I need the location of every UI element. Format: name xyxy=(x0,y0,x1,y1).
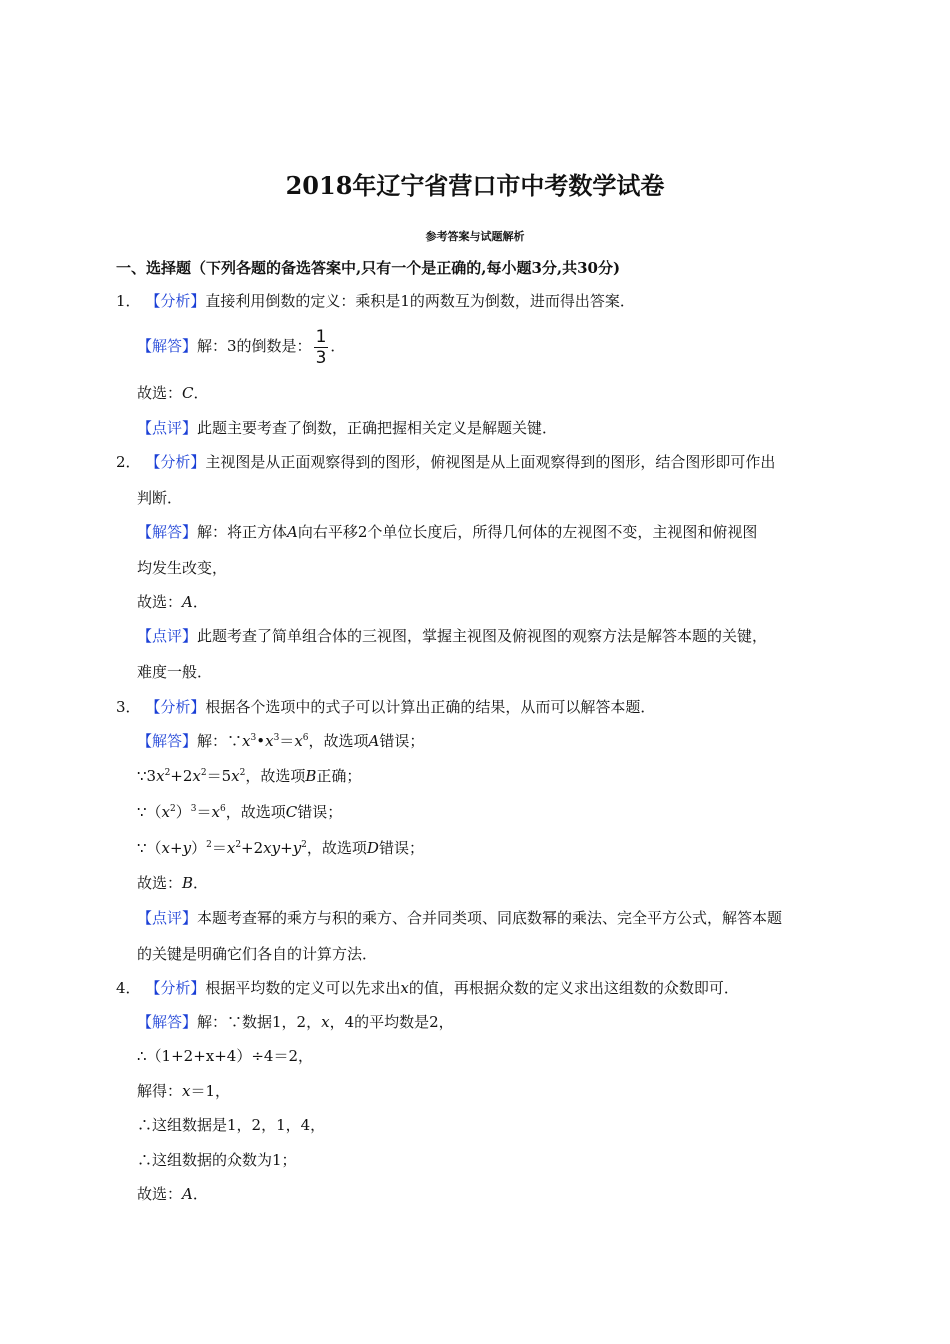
q4-analysis-var: x xyxy=(400,979,409,997)
q3-comment-line-2: 的关键是明确它们各自的计算方法． xyxy=(137,945,378,963)
analysis-tag: 【分析】 xyxy=(145,979,206,997)
q4-sol-l1-var: x xyxy=(321,1013,330,1031)
q4-number: 4． xyxy=(116,979,141,997)
q2-solution-line xyxy=(137,522,757,542)
q2-choice-line xyxy=(137,592,208,612)
q2-comment-text: 此题考查了简单组合体的三视图，掌握主视图及俯视图的观察方法是解答本题的关键， xyxy=(197,627,768,645)
q2-choice-prefix: 故选： xyxy=(137,593,183,611)
q1-number: 1． xyxy=(116,292,141,310)
q3-comment-text: 本题考查幂的乘方与积的乘方、合并同类项、同底数幂的乘法、完全平方公式，解答本题 xyxy=(197,909,783,927)
q3-sol-pre: 解：∵ xyxy=(197,732,243,750)
q4-choice-line xyxy=(137,1184,208,1204)
q3-choice: B xyxy=(182,874,194,892)
q4-solution-line-1 xyxy=(137,1012,454,1032)
q4-solution-line-4: ∴这组数据是1，2，1，4， xyxy=(137,1116,326,1134)
q3-sol-l4-option: D xyxy=(366,839,379,857)
q4-choice: A xyxy=(182,1185,193,1203)
q1-frac-numerator: 1 xyxy=(315,326,327,347)
q4-sol-l3-var: x xyxy=(182,1082,191,1100)
q4-analysis-line xyxy=(116,978,739,998)
q4-sol-l1-b: ，4的平均数是2， xyxy=(329,1013,454,1031)
q2-analysis-line xyxy=(116,452,775,472)
q1-comment-text: 此题主要考查了倒数，正确把握相关定义是解题关键． xyxy=(197,419,558,437)
page-subtitle: 参考答案与试题解析 xyxy=(425,230,525,243)
q3-solution-line-3: $\because(x^2)^3=x^6$，故选项C错误； xyxy=(137,803,343,821)
section-heading: 一、选择题（下列各题的备选答案中,只有一个是正确的,每小题3分,共30分) xyxy=(116,259,621,277)
solution-tag: 【解答】 xyxy=(137,1013,198,1031)
q3-solution-line-1: 【解答】解：$\because x^3•x^3=x^6$，故选项A错误； xyxy=(137,732,425,750)
q4-choice-prefix: 故选： xyxy=(137,1185,183,1203)
q3-sol-l3-option: C xyxy=(285,803,298,821)
q1-solution-text: 解：3的倒数是： xyxy=(197,337,312,355)
q3-choice-line xyxy=(137,873,208,893)
q3-analysis-line xyxy=(116,697,655,717)
q3-analysis-text: 根据各个选项中的式子可以计算出正确的结果，从而可以解答本题． xyxy=(205,698,656,716)
q2-solution-var: A xyxy=(287,523,298,541)
q2-comment-line-2: 难度一般． xyxy=(137,663,213,681)
q2-comment-line xyxy=(137,626,767,646)
q3-sol-l3-end: 错误； xyxy=(297,803,343,821)
q2-solution-line-2: 均发生改变， xyxy=(137,559,228,577)
q3-sol-l4-end: 错误； xyxy=(378,839,424,857)
q3-sol-l1-option: A xyxy=(368,732,380,750)
q2-solution-a: 解：将正方体 xyxy=(197,523,288,541)
analysis-tag: 【分析】 xyxy=(145,453,206,471)
q4-analysis-a: 根据平均数的定义可以先求出 xyxy=(205,979,401,997)
q1-choice-end: ． xyxy=(193,384,209,402)
q1-choice-prefix: 故选： xyxy=(137,384,183,402)
q3-solution-line-2: $\because 3x^2+2x^2=5x^2$，故选项B正确； xyxy=(137,767,362,785)
q2-number: 2． xyxy=(116,453,141,471)
comment-tag: 【点评】 xyxy=(137,909,198,927)
q2-solution-b: 向右平移2个单位长度后，所得几何体的左视图不变，主视图和俯视图 xyxy=(297,523,758,541)
q4-sol-l3-b: ＝1， xyxy=(190,1082,231,1100)
q2-choice-end: ． xyxy=(192,593,208,611)
solution-tag: 【解答】 xyxy=(137,523,198,541)
q2-analysis-line-2: 判断． xyxy=(137,489,183,507)
q3-sol-l1-end: 错误； xyxy=(379,732,425,750)
q3-choice-end: ． xyxy=(193,874,209,892)
q4-sol-l3-a: 解得： xyxy=(137,1082,183,1100)
q1-solution-line xyxy=(137,326,345,368)
q1-analysis-line xyxy=(116,291,635,311)
analysis-tag: 【分析】 xyxy=(145,292,206,310)
q4-choice-end: ． xyxy=(192,1185,208,1203)
comment-tag: 【点评】 xyxy=(137,419,198,437)
q1-fraction xyxy=(314,327,329,368)
q1-choice: C xyxy=(182,384,194,402)
q4-solution-line-3 xyxy=(137,1081,230,1101)
q3-sol-l1-tail: ，故选项 xyxy=(308,732,369,750)
q2-choice: A xyxy=(182,593,193,611)
q1-comment-line xyxy=(137,418,557,438)
q3-comment-line xyxy=(137,908,782,928)
q4-solution-line-5: ∴这组数据的众数为1； xyxy=(137,1151,297,1169)
q3-choice-prefix: 故选： xyxy=(137,874,183,892)
page-title: 2018年辽宁省营口市中考数学试卷 xyxy=(285,171,665,200)
q1-frac-denominator: 3 xyxy=(315,347,327,368)
comment-tag: 【点评】 xyxy=(137,627,198,645)
q4-sol-l1-a: 解：∵数据1，2， xyxy=(197,1013,322,1031)
q1-solution-end: ． xyxy=(330,337,346,355)
q4-analysis-b: 的值，再根据众数的定义求出这组数的众数即可． xyxy=(408,979,739,997)
q2-analysis-text: 主视图是从正面观察得到的图形，俯视图是从上面观察得到的图形，结合图形即可作出 xyxy=(205,453,776,471)
solution-tag: 【解答】 xyxy=(137,732,198,750)
q3-solution-line-4: $\because(x+y)^2=x^2+2xy+y^2$，故选项D错误； xyxy=(137,839,424,857)
q1-choice-line xyxy=(137,383,209,403)
q3-sol-l2-option: B xyxy=(305,767,317,785)
analysis-tag: 【分析】 xyxy=(145,698,206,716)
q1-analysis-text: 直接利用倒数的定义：乘积是1的两数互为倒数，进而得出答案． xyxy=(205,292,635,310)
q3-sol-l2-end: 正确； xyxy=(316,767,362,785)
solution-tag: 【解答】 xyxy=(137,337,198,355)
q4-solution-line-2: ∴（1+2+x+4）÷4＝2， xyxy=(137,1047,313,1065)
q3-number: 3． xyxy=(116,698,141,716)
